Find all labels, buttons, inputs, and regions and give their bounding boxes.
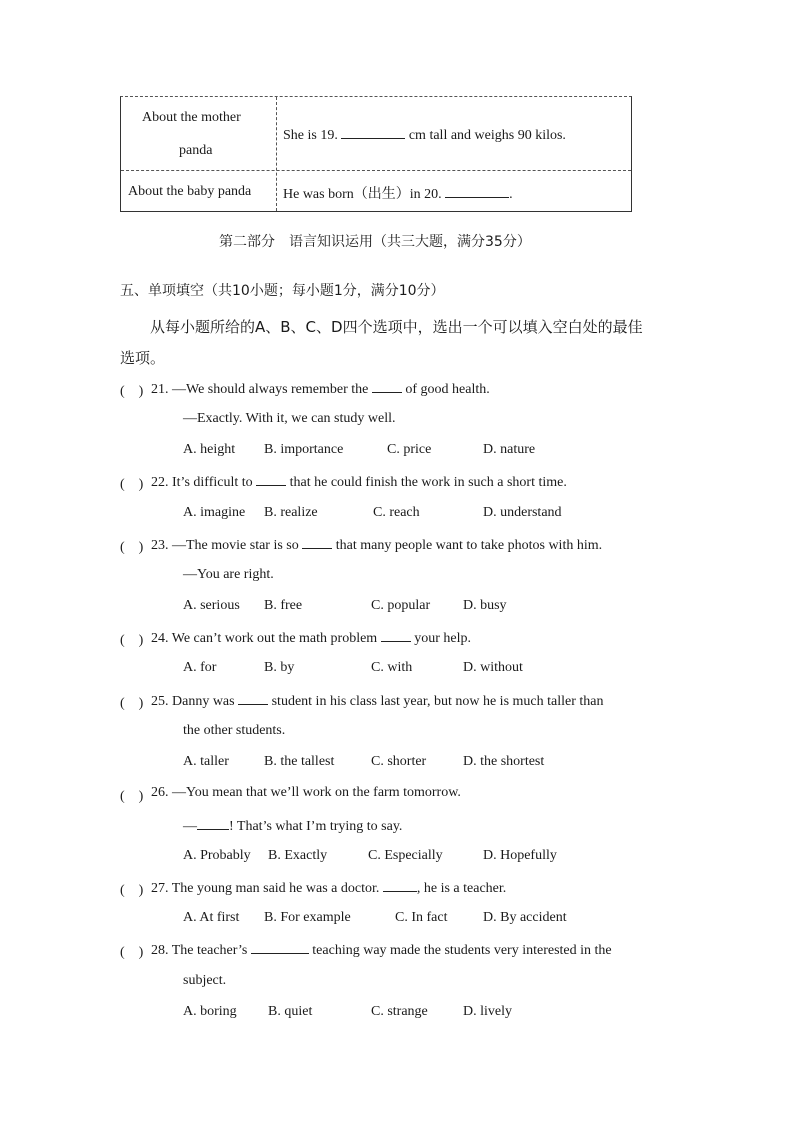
answer-bracket-27[interactable]: ( ) bbox=[120, 883, 144, 898]
question-23-line2: —You are right. bbox=[183, 567, 274, 582]
q26-blank bbox=[197, 817, 229, 830]
q23-option-d: D. busy bbox=[463, 598, 507, 613]
q23-option-a: A. serious bbox=[183, 598, 240, 613]
row2-text-pre: He was born（出生）in 20. bbox=[283, 187, 446, 202]
q22-stem-pre: 22. It’s difficult to bbox=[151, 475, 257, 490]
q21-stem-pre: 21. —We should always remember the bbox=[151, 382, 372, 397]
question-27-stem bbox=[151, 879, 506, 897]
question-24-stem bbox=[151, 629, 471, 647]
q27-option-d: D. By accident bbox=[483, 910, 567, 925]
q24-option-b: B. by bbox=[264, 660, 295, 675]
section-five-title: 五、单项填空（共10小题；每小题1分，满分10分） bbox=[120, 283, 445, 299]
row1-label-line1: About the mother bbox=[142, 110, 241, 125]
q27-option-a: A. At first bbox=[183, 910, 240, 925]
row2-text-post: . bbox=[509, 187, 513, 202]
q22-option-a: A. imagine bbox=[183, 505, 246, 520]
q27-stem-post: , he is a teacher. bbox=[416, 881, 507, 896]
q27-blank bbox=[383, 879, 417, 892]
table-column-divider bbox=[276, 97, 277, 211]
q21-blank bbox=[372, 380, 402, 393]
q26-line2-post: ! That’s what I’m trying to say. bbox=[229, 819, 403, 834]
question-25-stem bbox=[151, 692, 603, 710]
question-23-stem bbox=[151, 536, 602, 554]
answer-bracket-25[interactable]: ( ) bbox=[120, 696, 144, 711]
answer-bracket-22[interactable]: ( ) bbox=[120, 477, 144, 492]
q21-stem-post: of good health. bbox=[401, 382, 490, 397]
q25-option-c: C. shorter bbox=[371, 754, 427, 769]
answer-bracket-26[interactable]: ( ) bbox=[120, 789, 144, 804]
q23-stem-post: that many people want to take photos with him. bbox=[332, 538, 603, 553]
q22-stem-post: that he could finish the work in such a short time. bbox=[286, 475, 567, 490]
question-25-line2: the other students. bbox=[183, 723, 286, 738]
row1-text bbox=[283, 126, 566, 144]
q24-option-d: D. without bbox=[463, 660, 523, 675]
q22-option-b: B. realize bbox=[264, 505, 318, 520]
q22-option-c: C. reach bbox=[373, 505, 420, 520]
question-28-stem bbox=[151, 941, 612, 959]
part-two-title: 第二部分 语言知识运用（共三大题，满分35分） bbox=[219, 234, 531, 250]
row1-label-line2: panda bbox=[179, 143, 213, 158]
q25-stem-pre: 25. Danny was bbox=[151, 694, 239, 709]
answer-bracket-21[interactable]: ( ) bbox=[120, 384, 144, 399]
answer-bracket-24[interactable]: ( ) bbox=[120, 633, 144, 648]
q25-stem-post: student in his class last year, but now he is much taller than bbox=[268, 694, 604, 709]
q24-option-a: A. for bbox=[183, 660, 217, 675]
q22-option-d: D. understand bbox=[483, 505, 562, 520]
q22-blank bbox=[256, 473, 286, 486]
section-five-instruction-line2: 选项。 bbox=[120, 349, 166, 367]
info-table bbox=[120, 96, 632, 212]
q23-option-c: C. popular bbox=[371, 598, 431, 613]
q23-option-b: B. free bbox=[264, 598, 303, 613]
table-row-divider bbox=[121, 170, 631, 171]
q26-option-d: D. Hopefully bbox=[483, 848, 557, 863]
q23-stem-pre: 23. —The movie star is so bbox=[151, 538, 303, 553]
q25-option-a: A. taller bbox=[183, 754, 229, 769]
q25-blank bbox=[238, 692, 268, 705]
question-21-line2: —Exactly. With it, we can study well. bbox=[183, 411, 396, 426]
q26-option-c: C. Especially bbox=[368, 848, 443, 863]
row2-label: About the baby panda bbox=[128, 184, 252, 199]
q24-blank bbox=[381, 629, 411, 642]
row1-text-pre: She is 19. bbox=[283, 128, 342, 143]
q25-option-b: B. the tallest bbox=[264, 754, 335, 769]
question-26-stem: 26. —You mean that we’ll work on the farm tomorrow. bbox=[151, 785, 461, 800]
q21-option-d: D. nature bbox=[483, 442, 536, 457]
q28-option-b: B. quiet bbox=[268, 1004, 313, 1019]
q21-option-a: A. height bbox=[183, 442, 236, 457]
row2-text bbox=[283, 183, 513, 203]
q26-option-a: A. Probably bbox=[183, 848, 251, 863]
q24-option-c: C. with bbox=[371, 660, 413, 675]
question-28-line2: subject. bbox=[183, 973, 227, 988]
q28-stem-post: teaching way made the students very interested in the bbox=[308, 943, 612, 958]
q24-stem-post: your help. bbox=[410, 631, 471, 646]
q27-stem-pre: 27. The young man said he was a doctor. bbox=[151, 881, 383, 896]
answer-bracket-23[interactable]: ( ) bbox=[120, 540, 144, 555]
q28-option-a: A. boring bbox=[183, 1004, 237, 1019]
row1-text-post: cm tall and weighs 90 kilos. bbox=[405, 128, 566, 143]
q21-option-c: C. price bbox=[387, 442, 432, 457]
q23-blank bbox=[302, 536, 332, 549]
q28-stem-pre: 28. The teacher’s bbox=[151, 943, 251, 958]
answer-blank-19[interactable] bbox=[341, 126, 405, 139]
answer-bracket-28[interactable]: ( ) bbox=[120, 945, 144, 960]
q21-option-b: B. importance bbox=[264, 442, 344, 457]
section-five-instruction-line1: 从每小题所给的A、B、C、D四个选项中，选出一个可以填入空白处的最佳 bbox=[150, 318, 643, 336]
answer-blank-20[interactable] bbox=[445, 185, 509, 198]
question-21-stem bbox=[151, 380, 490, 398]
question-22-stem bbox=[151, 473, 567, 491]
q28-option-c: C. strange bbox=[371, 1004, 428, 1019]
q24-stem-pre: 24. We can’t work out the math problem bbox=[151, 631, 381, 646]
question-26-line2 bbox=[183, 817, 402, 835]
q27-option-c: C. In fact bbox=[395, 910, 448, 925]
q28-blank bbox=[251, 941, 309, 954]
q26-line2-pre: — bbox=[183, 819, 197, 834]
q26-option-b: B. Exactly bbox=[268, 848, 328, 863]
q28-option-d: D. lively bbox=[463, 1004, 512, 1019]
q25-option-d: D. the shortest bbox=[463, 754, 545, 769]
q27-option-b: B. For example bbox=[264, 910, 351, 925]
